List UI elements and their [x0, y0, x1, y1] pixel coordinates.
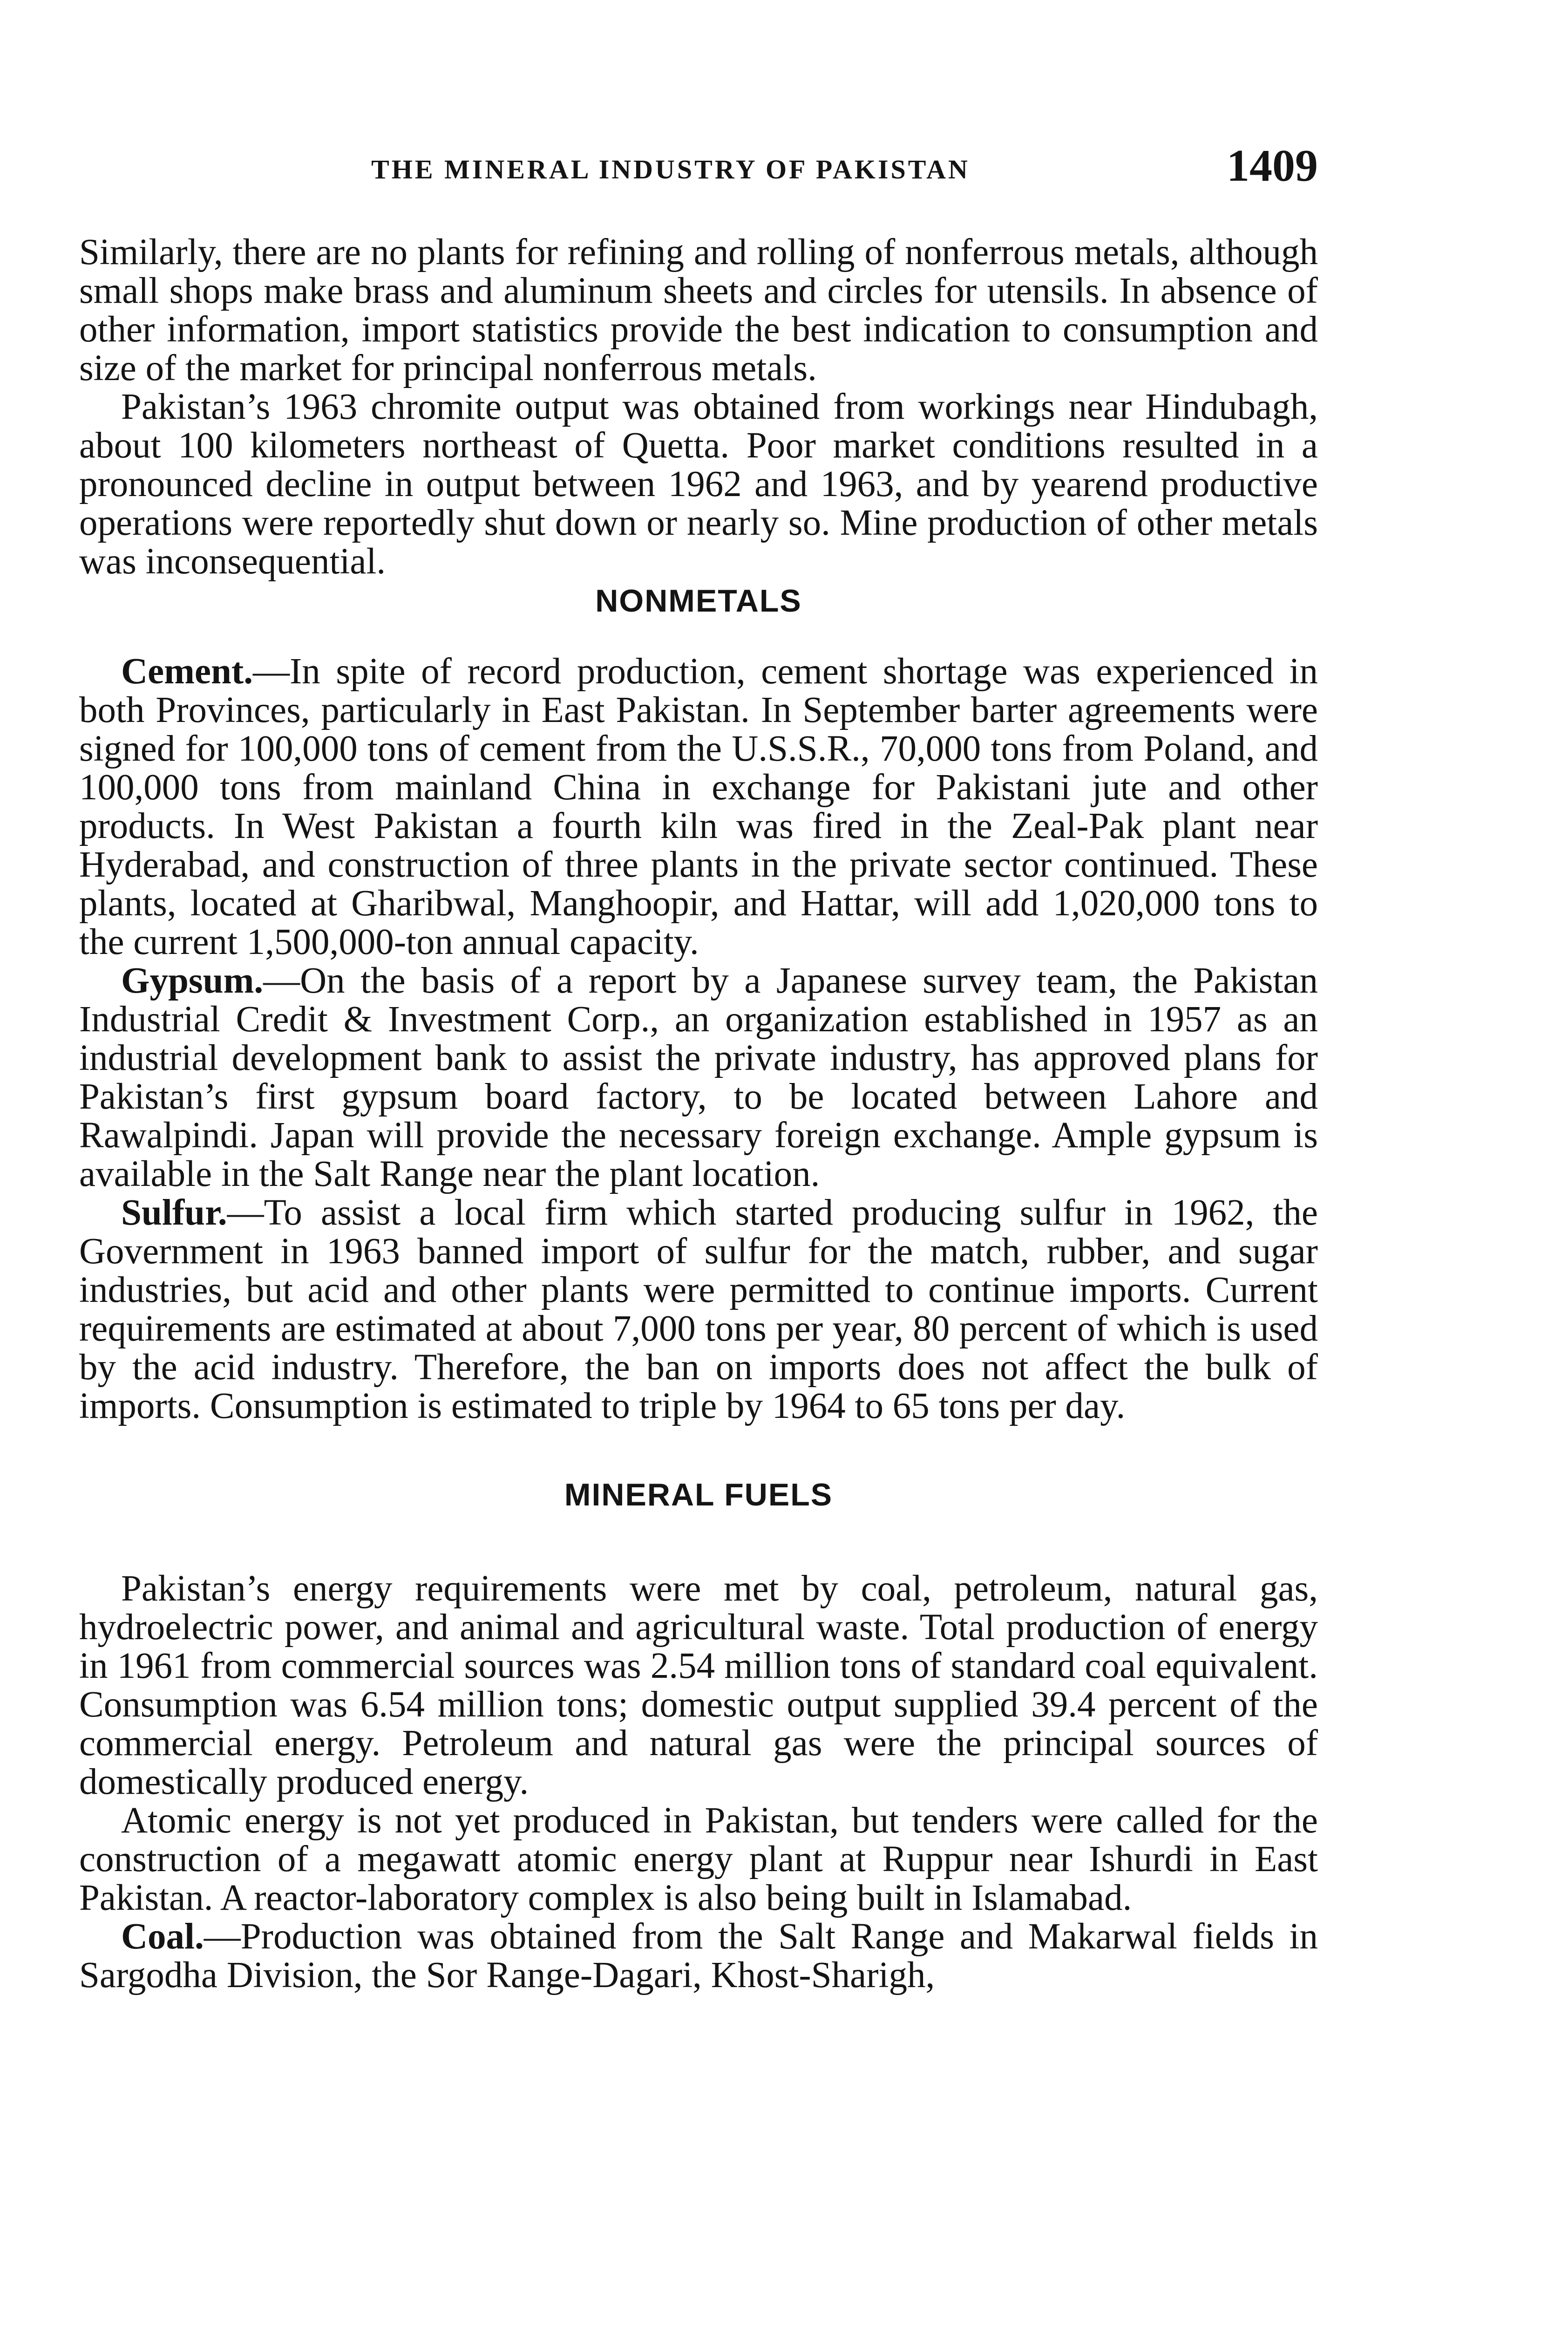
running-title: THE MINERAL INDUSTRY OF PAKISTAN [371, 154, 970, 184]
paragraph-gypsum [79, 961, 1318, 1193]
cement-text: —In spite of record production, cement shortage was experienced in both Provinces, particularly in East Pakistan. In September barter agreements were signed for 100,000 tons of cement from the U.S.S.R., 70,000 tons from Poland, and 100,000 tons from mainland China in exchange for Pakistani jute and other products. In West Pakistan a fourth kiln was fired in the Zeal-Pak plant near Hyderabad, and construction of three plants in the private sector continued. These plants, located at Gharibwal, Manghoopir, and Hattar, will add 1,020,000 tons to the current 1,500,000-ton annual capacity. [79, 651, 1318, 962]
page-number: 1409 [1227, 141, 1318, 191]
paragraph-atomic-energy: Atomic energy is not yet produced in Pakistan, but tenders were called for the construction of a megawatt atomic energy plant at Ruppur near Ishurdi in East Pakistan. A reactor-laboratory complex is also being built in Islamabad. [79, 1800, 1318, 1918]
run-in-heading-coal: Coal. [121, 1916, 204, 1957]
run-in-heading-gypsum: Gypsum. [121, 960, 264, 1001]
section-heading-nonmetals: NONMETALS [595, 583, 802, 619]
running-header [79, 140, 1318, 196]
paragraph-chromite: Pakistan’s 1963 chromite output was obtained from workings near Hindubagh, about 100 kilometers northeast of Quetta. Poor market conditions resulted in a pronounced decline in output between 1962 and 1963, and by yearend productive operations were reportedly shut down or nearly so. Mine production of other metals was inconsequential. [79, 387, 1318, 582]
run-in-heading-sulfur: Sulfur. [121, 1192, 227, 1233]
paragraph-sulfur [79, 1193, 1318, 1425]
sulfur-text: —To assist a local firm which started producing sulfur in 1962, the Government in 1963 banned import of sulfur for the match, rubber, and sugar industries, but acid and other plants were permitted to continue imports. Current requirements are estimated at about 7,000 tons per year, 80 percent of which is used by the acid industry. Therefore, the ban on imports does not affect the bulk of imports. Consumption is estimated to triple by 1964 to 65 tons per day. [79, 1192, 1318, 1426]
body-text [79, 233, 1318, 1995]
run-in-heading-cement: Cement. [121, 651, 253, 692]
coal-text: —Production was obtained from the Salt Range and Makarwal fields in Sargodha Division, the Sor Range-Dagari, Khost-Sharigh, [79, 1916, 1318, 1995]
paragraph-coal [79, 1917, 1318, 1995]
paragraph-nonferrous-metals: Similarly, there are no plants for refining and rolling of nonferrous metals, although small shops make brass and aluminum sheets and circles for utensils. In absence of other information, import statistics provide the best indication to consumption and size of the market for principal nonferrous metals. [79, 232, 1318, 388]
paragraph-cement [79, 652, 1318, 961]
section-heading-mineral-fuels: MINERAL FUELS [564, 1477, 833, 1512]
paragraph-energy-requirements: Pakistan’s energy requirements were met by coal, petroleum, natural gas, hydroelectric power, and animal and agricultural waste. Total production of energy in 1961 from commercial sources was 2.54 million tons of standard coal equivalent. Consumption was 6.54 million tons; domestic output supplied 39.4 percent of the commercial energy. Petroleum and natural gas were the principal sources of domestically produced energy. [79, 1568, 1318, 1802]
gypsum-text: —On the basis of a report by a Japanese survey team, the Pakistan Industrial Credit & Investment Corp., an organization established in 1957 as an industrial development bank to assist the private industry, has approved plans for Pakistan’s first gypsum board factory, to be located between Lahore and Rawalpindi. Japan will provide the necessary foreign exchange. Ample gypsum is available in the Salt Range near the plant location. [79, 960, 1318, 1194]
